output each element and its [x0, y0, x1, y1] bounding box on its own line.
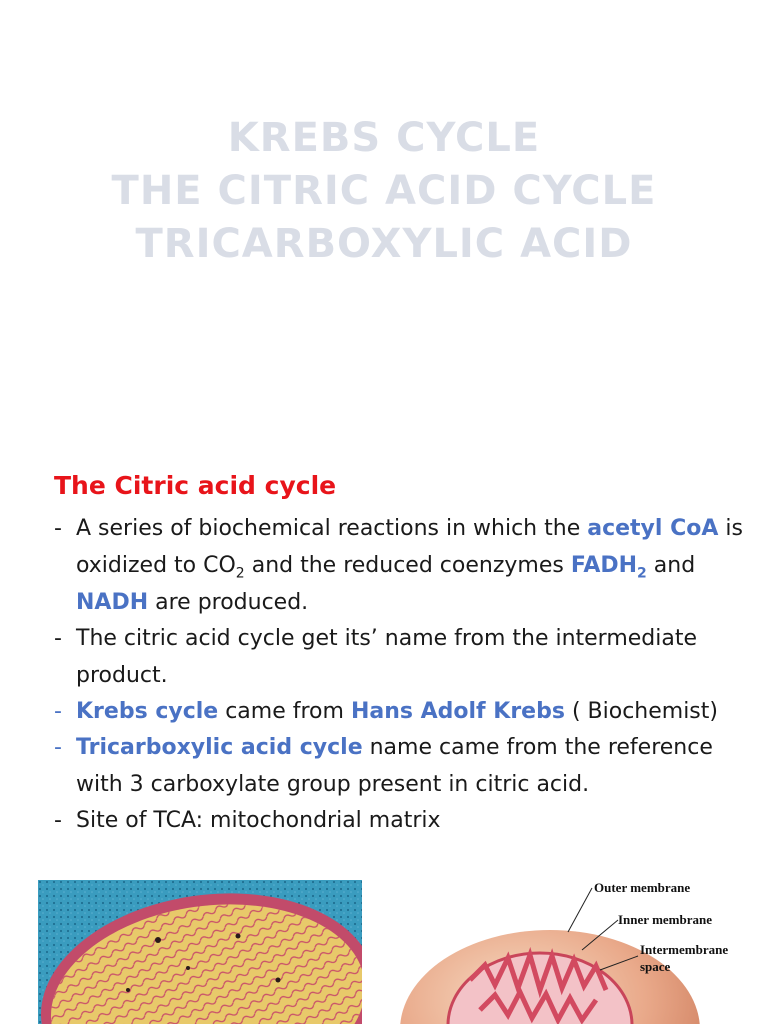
bullet-text: and the reduced coenzymes — [244, 553, 571, 578]
bullet-text: A series of biochemical reactions in which the — [76, 516, 588, 541]
bullet-text: are produced. — [148, 590, 309, 615]
bullet-text: ( Biochemist) — [564, 699, 718, 724]
bullet-dash: - — [54, 699, 62, 724]
highlight-nadh: NADH — [76, 590, 149, 615]
highlight-acetyl-coa: acetyl CoA — [587, 516, 719, 541]
title-line-2: THE CITRIC ACID CYCLE — [111, 168, 657, 214]
bullet-list — [54, 510, 754, 839]
title-line-1: KREBS CYCLE — [227, 115, 541, 161]
bullet-item-name-origin — [54, 620, 754, 694]
mitochondria-micrograph-image — [38, 880, 362, 1024]
bullet-text: and — [646, 553, 696, 578]
bullet-item-krebs — [54, 693, 754, 730]
bullet-text: name came from the reference with 3 carboxylate group present in citric acid. — [76, 735, 713, 797]
label-space: space — [640, 959, 671, 974]
bullet-dash: - — [54, 626, 62, 651]
slide-title — [0, 112, 768, 271]
mitochondrion-diagram — [400, 870, 768, 1024]
label-outer-membrane: Outer membrane — [594, 880, 691, 895]
subscript: 2 — [637, 565, 647, 582]
bullet-item-tricarboxylic — [54, 729, 754, 803]
bullet-dash: - — [54, 735, 62, 760]
highlight-hans-krebs: Hans Adolf Krebs — [350, 699, 565, 724]
bullet-text: came from — [218, 699, 351, 724]
subscript: 2 — [235, 565, 245, 582]
highlight-krebs-cycle: Krebs cycle — [76, 699, 219, 724]
title-line-3: TRICARBOXYLIC ACID — [135, 221, 633, 267]
bullet-item-site — [54, 802, 754, 839]
bullet-item-definition — [54, 510, 754, 621]
section-heading: The Citric acid cycle — [54, 471, 337, 500]
bullet-dash: - — [54, 808, 62, 833]
highlight-fadh2: FADH — [570, 553, 638, 578]
bullet-text: The citric acid cycle get its’ name from the intermediate product. — [76, 626, 698, 688]
micrograph-graphic — [38, 880, 362, 1024]
highlight-tricarboxylic: Tricarboxylic acid cycle — [76, 735, 363, 760]
bullet-dash: - — [54, 516, 62, 541]
label-intermembrane: Intermembrane — [640, 942, 729, 957]
bullet-text: Site of TCA: mitochondrial matrix — [76, 808, 441, 833]
bullet-text: is oxidized to CO — [76, 516, 743, 578]
label-inner-membrane: Inner membrane — [618, 912, 713, 927]
